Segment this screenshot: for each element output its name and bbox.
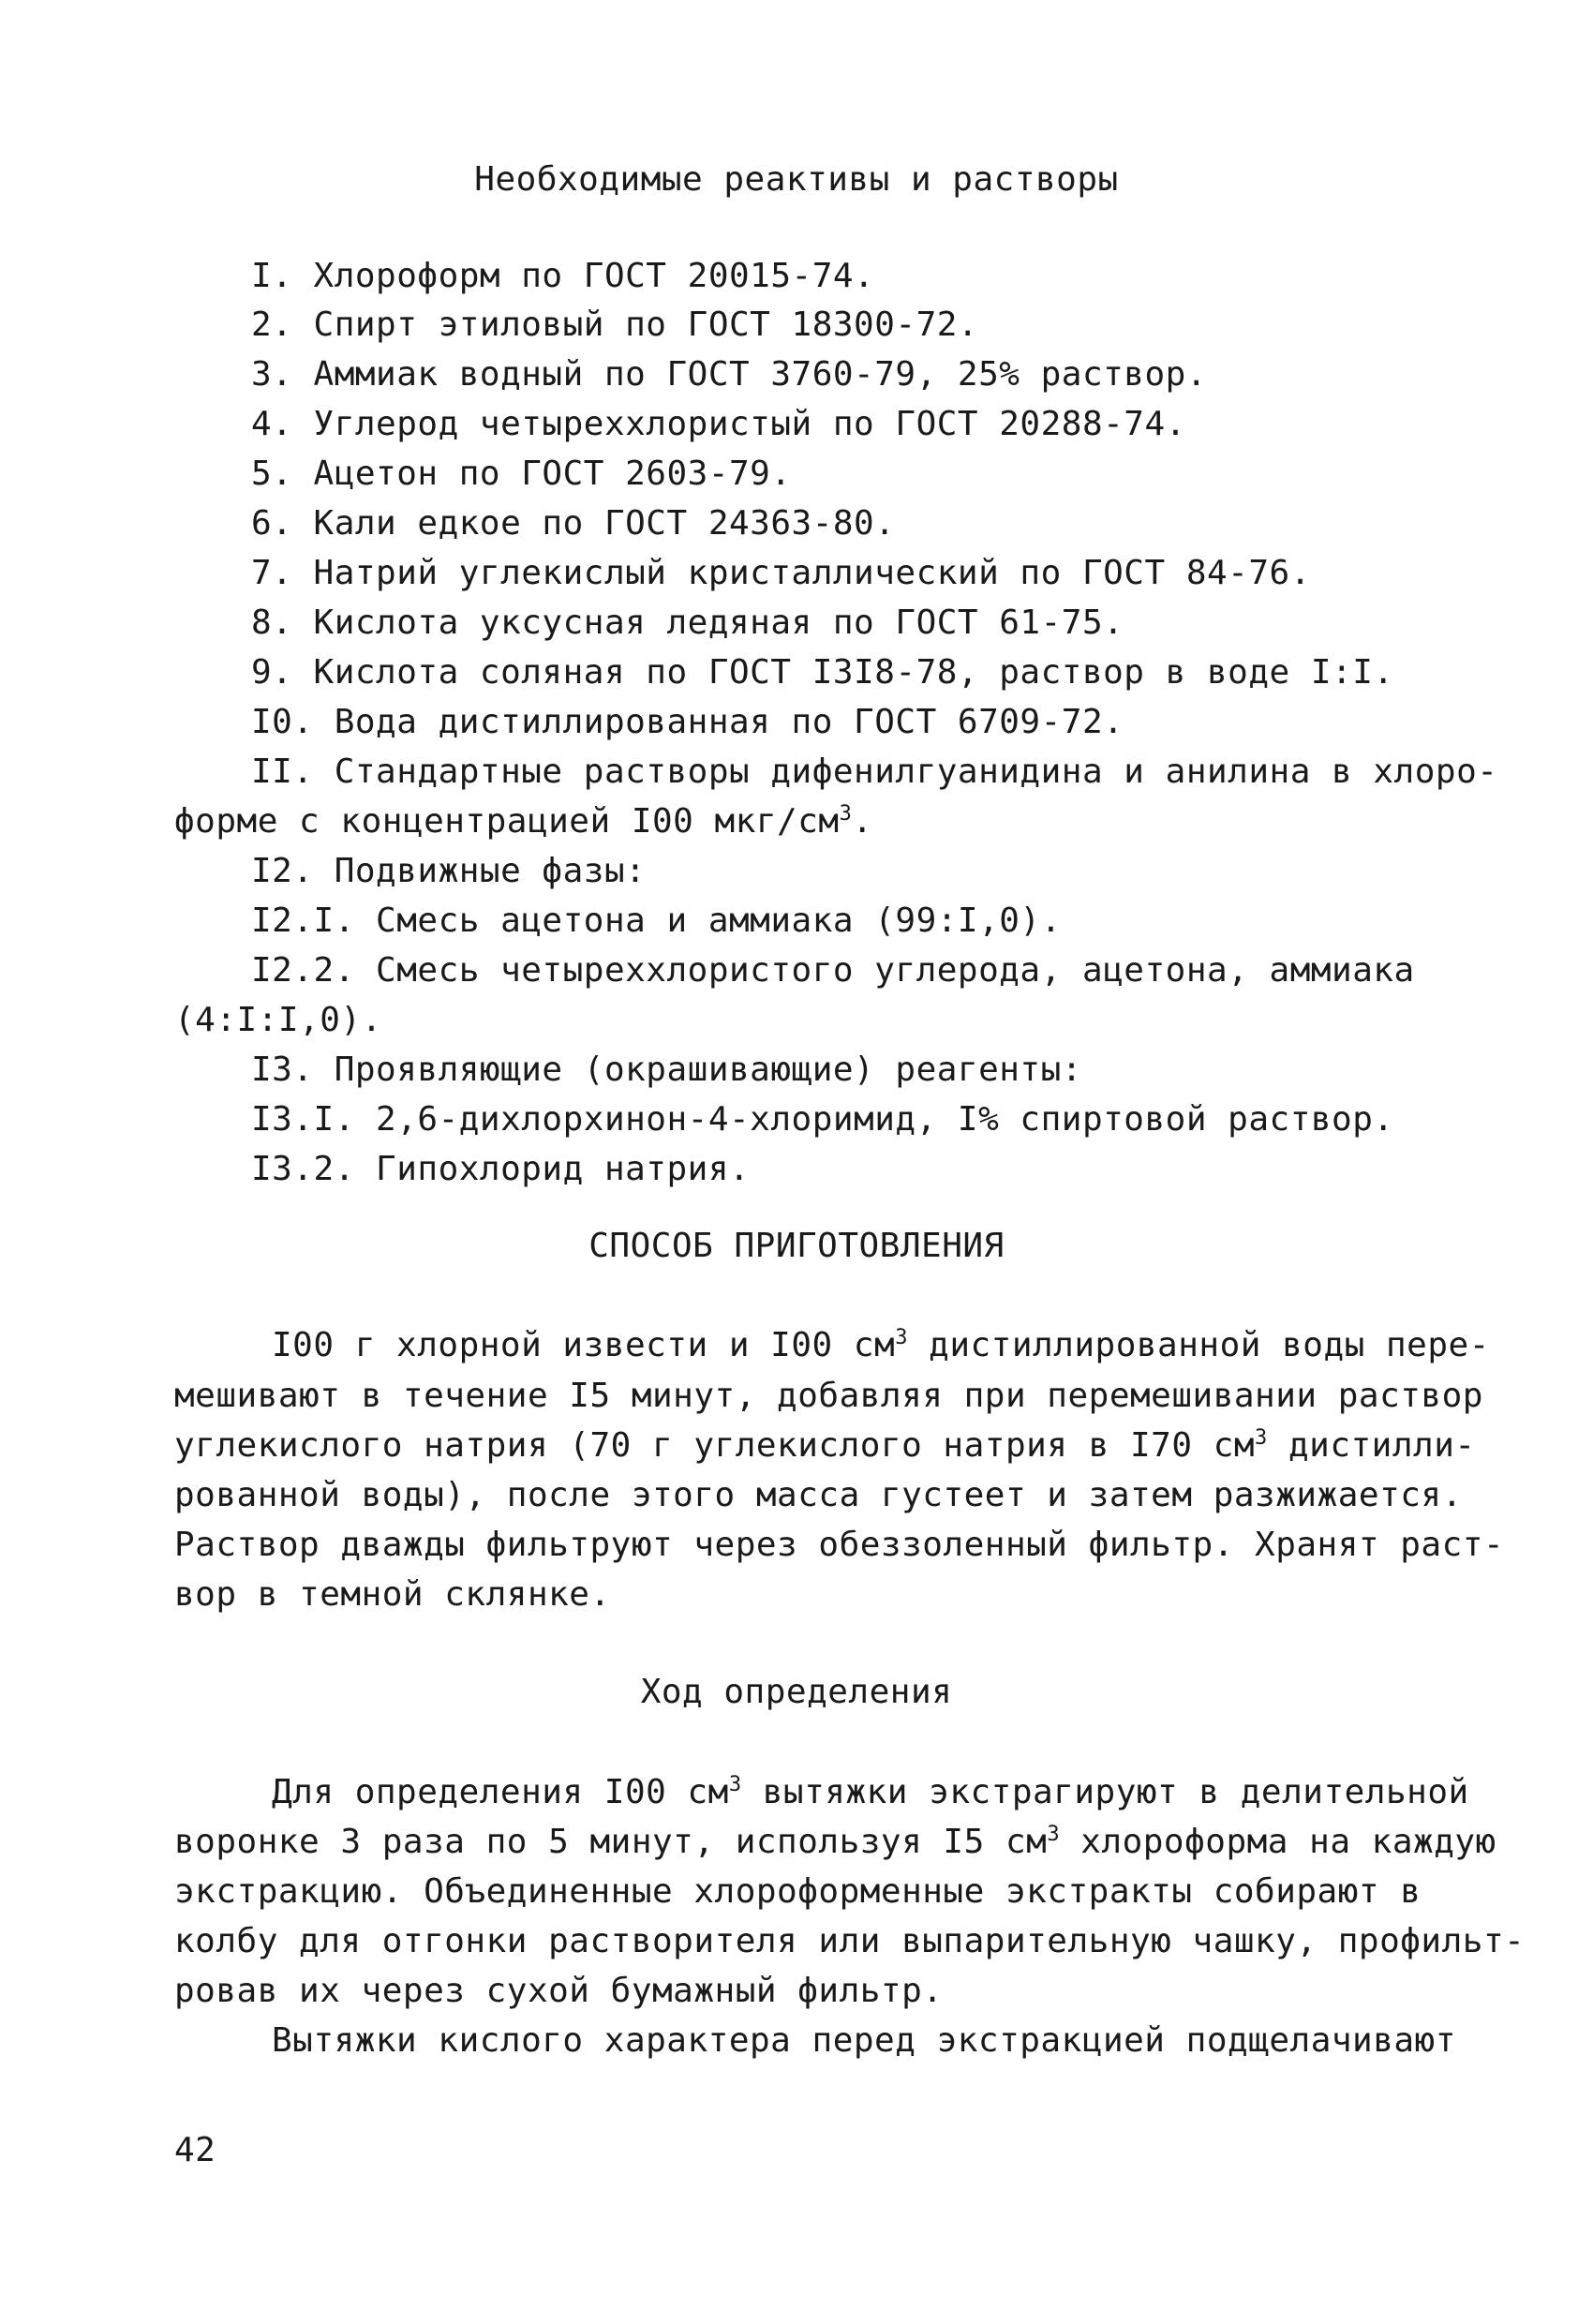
preparation-line-6: вор в темной склянке. (174, 1575, 611, 1614)
reagent-item-1: I. Хлороформ по ГОСТ 20015-74. (251, 257, 875, 295)
reagent-item-6: 6. Кали едкое по ГОСТ 24363-80. (251, 504, 896, 543)
reagent-item-13-2: I3.2. Гипохлорид натрия. (251, 1150, 751, 1188)
procedure-line-6: Вытяжки кислого характера перед экстракцией подщелачивают (272, 2021, 1456, 2060)
preparation-line-1: I00 г хлорной извести и I00 $см^3$ дистиллированной воды пере- (272, 1326, 1490, 1364)
preparation-heading: СПОСОБ ПРИГОТОВЛЕНИЯ (588, 1227, 1005, 1265)
reagent-item-12: I2. Подвижные фазы: (251, 852, 647, 890)
reagent-item-4: 4. Углерод четыреххлористый по ГОСТ 20288-74. (251, 405, 1186, 443)
procedure-heading: Ход определения (640, 1673, 953, 1711)
page-number: 42 (174, 2131, 216, 2169)
reagent-item-11-line2: форме с концентрацией I00 мкг/$см^3$. (174, 802, 873, 841)
reagents-heading: Необходимые реактивы и растворы (474, 160, 1119, 199)
preparation-line-5: Раствор дважды фильтруют через обеззоленный фильтр. Хранят раст- (174, 1526, 1505, 1564)
procedure-line-2: воронке 3 раза по 5 минут, используя I5 $см^3$ хлороформа на каждую (174, 1823, 1496, 1861)
reagent-item-2: 2. Спирт этиловый по ГОСТ 18300-72. (251, 305, 979, 344)
reagent-item-11-line1: II. Стандартные растворы дифенилгуанидина и анилина в хлоро- (251, 752, 1498, 791)
reagent-item-7: 7. Натрий углекислый кристаллический по ГОСТ 84-76. (251, 554, 1311, 592)
reagent-item-12-1: I2.I. Смесь ацетона и аммиака (99:I,0). (251, 901, 1062, 940)
preparation-line-4: рованной воды), после этого масса густеет и затем разжижается. (174, 1476, 1463, 1514)
procedure-line-4: колбу для отгонки растворителя или выпарительную чашку, профильт- (174, 1922, 1526, 1960)
superscript: 3 (839, 802, 853, 826)
superscript: 3 (728, 1773, 742, 1796)
reagent-item-13-1: I3.I. 2,6-дихлорхинон-4-хлоримид, I% спиртовой раствор. (251, 1100, 1394, 1139)
superscript: 3 (1255, 1426, 1268, 1450)
procedure-line-3: экстракцию. Объединенные хлороформенные экстракты собирают в (174, 1872, 1422, 1911)
reagent-item-10: I0. Вода дистиллированная по ГОСТ 6709-72. (251, 703, 1124, 741)
preparation-line-3: углекислого натрия (70 г углекислого натрия в I70 $см^3$ дистилли- (174, 1426, 1476, 1465)
superscript: 3 (1047, 1823, 1061, 1846)
reagent-item-5: 5. Ацетон по ГОСТ 2603-79. (251, 454, 792, 493)
superscript: 3 (895, 1326, 908, 1349)
reagent-item-12-2-line2: (4:I:I,0). (174, 1001, 382, 1039)
reagent-item-12-2-line1: I2.2. Смесь четыреххлористого углерода, ацетона, аммиака (251, 951, 1415, 990)
procedure-line-1: Для определения I00 $см^3$ вытяжки экстрагируют в делительной (272, 1773, 1469, 1811)
reagent-item-13: I3. Проявляющие (окрашивающие) реагенты: (251, 1050, 1082, 1089)
preparation-line-2: мешивают в течение I5 минут, добавляя при перемешивании раствор (174, 1377, 1483, 1415)
reagent-item-9: 9. Кислота соляная по ГОСТ I3I8-78, раствор в воде I:I. (251, 653, 1394, 692)
reagent-item-3: 3. Аммиак водный по ГОСТ 3760-79, 25% раствор. (251, 355, 1207, 394)
reagent-item-8: 8. Кислота уксусная ледяная по ГОСТ 61-75. (251, 603, 1124, 642)
procedure-line-5: ровав их через сухой бумажный фильтр. (174, 1972, 944, 2010)
